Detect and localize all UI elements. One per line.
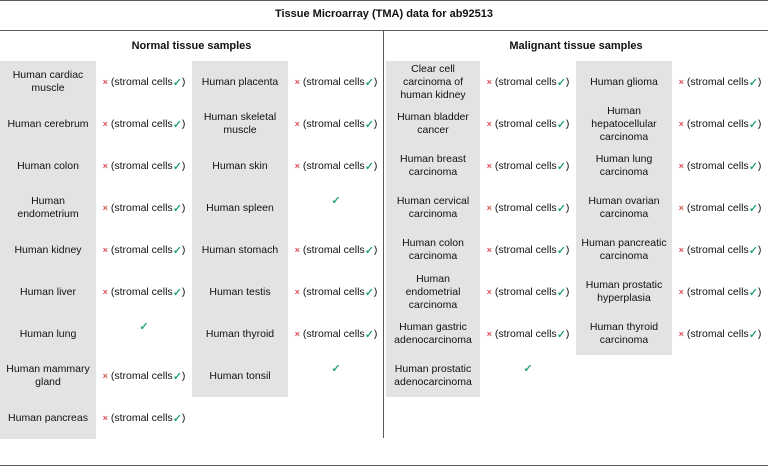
stromal-label: (stromal cells (302, 160, 365, 172)
close-paren: ) (181, 244, 186, 256)
staining-result (480, 145, 576, 187)
stromal-label: (stromal cells (686, 286, 749, 298)
staining-result (288, 179, 384, 221)
stromal-label: (stromal cells (302, 76, 365, 88)
staining-result (480, 229, 576, 271)
close-paren: ) (373, 286, 378, 298)
stromal-label: (stromal cells (494, 76, 557, 88)
staining-result (288, 271, 384, 313)
cross-icon: × (486, 245, 492, 255)
tissue-name: Human prostatic hyperplasia (585, 279, 663, 304)
tissue-name: Human bladder cancer (397, 111, 469, 136)
cross-icon: × (294, 245, 300, 255)
tissue-name: Human tonsil (209, 369, 271, 382)
staining-result (96, 229, 192, 271)
tissue-name: Human glioma (590, 75, 658, 88)
stromal-label: (stromal cells (302, 286, 365, 298)
cross-icon: × (486, 203, 492, 213)
tissue-name: Human colon (17, 159, 79, 172)
cross-icon: × (102, 77, 108, 87)
tissue-name: Human gastric adenocarcinoma (394, 321, 472, 346)
close-paren: ) (565, 118, 570, 130)
check-icon: ✓ (172, 244, 182, 257)
stromal-label: (stromal cells (494, 244, 557, 256)
staining-result (96, 397, 192, 439)
close-paren: ) (181, 286, 186, 298)
check-icon: ✓ (556, 118, 566, 131)
close-paren: ) (565, 286, 570, 298)
tissue-name: Human colon carcinoma (402, 237, 464, 262)
tissue-name: Human cervical carcinoma (396, 195, 470, 220)
bottom-rule (0, 465, 768, 466)
stromal-label: (stromal cells (110, 76, 173, 88)
page-title: Tissue Microarray (TMA) data for ab92513 (274, 8, 494, 20)
header-rule (0, 30, 768, 31)
stromal-label: (stromal cells (494, 202, 557, 214)
tissue-name: Human endometrial carcinoma (405, 272, 461, 311)
staining-result (480, 271, 576, 313)
close-paren: ) (565, 328, 570, 340)
tissue-name: Human stomach (201, 243, 279, 256)
stromal-label: (stromal cells (110, 412, 173, 424)
close-paren: ) (373, 118, 378, 130)
staining-result (96, 187, 192, 229)
stromal-label: (stromal cells (686, 160, 749, 172)
close-paren: ) (757, 118, 762, 130)
staining-result (96, 145, 192, 187)
staining-result (96, 305, 192, 347)
stromal-label: (stromal cells (302, 118, 365, 130)
close-paren: ) (565, 244, 570, 256)
tissue-name: Human pancreas (8, 411, 88, 424)
check-icon: ✓ (523, 362, 533, 375)
check-icon: ✓ (556, 76, 566, 89)
close-paren: ) (373, 160, 378, 172)
staining-result (96, 103, 192, 145)
close-paren: ) (757, 244, 762, 256)
stromal-label: (stromal cells (686, 202, 749, 214)
cross-icon: × (102, 371, 108, 381)
staining-result (672, 145, 768, 187)
cross-icon: × (678, 287, 684, 297)
stromal-label: (stromal cells (686, 244, 749, 256)
check-icon: ✓ (748, 286, 758, 299)
close-paren: ) (181, 160, 186, 172)
staining-result (288, 229, 384, 271)
close-paren: ) (565, 202, 570, 214)
tissue-name: Human prostatic adenocarcinoma (394, 363, 472, 388)
check-icon: ✓ (364, 160, 374, 173)
stromal-label: (stromal cells (110, 370, 173, 382)
tissue-name: Human cerebrum (7, 117, 89, 130)
close-paren: ) (757, 160, 762, 172)
tissue-name: Clear cell carcinoma of human kidney (400, 62, 466, 101)
check-icon: ✓ (556, 244, 566, 257)
check-icon: ✓ (364, 76, 374, 89)
tissue-name: Human mammary gland (6, 363, 90, 388)
cross-icon: × (294, 161, 300, 171)
check-icon: ✓ (139, 320, 149, 333)
tissue-name: Human spleen (206, 201, 274, 214)
cross-icon: × (102, 203, 108, 213)
stromal-label: (stromal cells (494, 118, 557, 130)
staining-result (672, 229, 768, 271)
staining-result (480, 103, 576, 145)
cross-icon: × (486, 161, 492, 171)
check-icon: ✓ (364, 244, 374, 257)
close-paren: ) (373, 244, 378, 256)
normal-section-title: Normal tissue samples (131, 40, 252, 52)
staining-result (288, 61, 384, 103)
check-icon: ✓ (748, 328, 758, 341)
tissue-name: Human liver (19, 285, 77, 298)
stromal-label: (stromal cells (494, 160, 557, 172)
check-icon: ✓ (556, 160, 566, 173)
tissue-name: Human hepatocellular carcinoma (591, 104, 657, 143)
close-paren: ) (181, 412, 186, 424)
tissue-name: Human ovarian carcinoma (588, 195, 660, 220)
tissue-name: Human thyroid carcinoma (589, 321, 659, 346)
cross-icon: × (294, 287, 300, 297)
stromal-label: (stromal cells (110, 160, 173, 172)
staining-result (288, 347, 384, 389)
cross-icon: × (678, 161, 684, 171)
tissue-name: Human placenta (201, 75, 279, 88)
staining-result (672, 187, 768, 229)
staining-result (288, 103, 384, 145)
staining-result (672, 61, 768, 103)
close-paren: ) (565, 160, 570, 172)
staining-result (672, 271, 768, 313)
check-icon: ✓ (748, 244, 758, 257)
tissue-name: Human pancreatic carcinoma (581, 237, 667, 262)
check-icon: ✓ (748, 202, 758, 215)
staining-result (480, 187, 576, 229)
cross-icon: × (102, 161, 108, 171)
close-paren: ) (757, 286, 762, 298)
tissue-name: Human lung carcinoma (595, 153, 653, 178)
check-icon: ✓ (172, 412, 182, 425)
stromal-label: (stromal cells (302, 328, 365, 340)
check-icon: ✓ (172, 76, 182, 89)
cross-icon: × (678, 77, 684, 87)
tissue-name: Human breast carcinoma (400, 153, 466, 178)
check-icon: ✓ (556, 202, 566, 215)
cross-icon: × (678, 203, 684, 213)
stromal-label: (stromal cells (110, 118, 173, 130)
close-paren: ) (373, 328, 378, 340)
tissue-name: Human skin (212, 159, 268, 172)
close-paren: ) (757, 328, 762, 340)
close-paren: ) (181, 202, 186, 214)
check-icon: ✓ (556, 328, 566, 341)
cross-icon: × (294, 119, 300, 129)
cross-icon: × (294, 329, 300, 339)
close-paren: ) (565, 76, 570, 88)
check-icon: ✓ (364, 328, 374, 341)
cross-icon: × (102, 245, 108, 255)
stromal-label: (stromal cells (686, 118, 749, 130)
stromal-label: (stromal cells (494, 328, 557, 340)
cross-icon: × (102, 413, 108, 423)
check-icon: ✓ (172, 118, 182, 131)
tissue-name: Human cardiac muscle (12, 69, 84, 94)
check-icon: ✓ (748, 76, 758, 89)
cross-icon: × (486, 77, 492, 87)
top-rule (0, 0, 768, 1)
check-icon: ✓ (331, 362, 341, 375)
close-paren: ) (181, 370, 186, 382)
cross-icon: × (678, 245, 684, 255)
cross-icon: × (678, 119, 684, 129)
check-icon: ✓ (364, 286, 374, 299)
check-icon: ✓ (748, 160, 758, 173)
staining-result (96, 355, 192, 397)
close-paren: ) (181, 118, 186, 130)
tissue-name: Human testis (209, 285, 271, 298)
cross-icon: × (678, 329, 684, 339)
check-icon: ✓ (364, 118, 374, 131)
cross-icon: × (486, 329, 492, 339)
tissue-name: Human kidney (14, 243, 82, 256)
check-icon: ✓ (172, 370, 182, 383)
check-icon: ✓ (172, 160, 182, 173)
close-paren: ) (373, 76, 378, 88)
tissue-name: Human lung (19, 327, 77, 340)
malignant-section-title: Malignant tissue samples (509, 40, 643, 52)
stromal-label: (stromal cells (686, 76, 749, 88)
stromal-label: (stromal cells (302, 244, 365, 256)
tissue-name: Human skeletal muscle (203, 111, 277, 136)
cross-icon: × (294, 77, 300, 87)
stromal-label: (stromal cells (494, 286, 557, 298)
staining-result (480, 347, 576, 389)
stromal-label: (stromal cells (686, 328, 749, 340)
cross-icon: × (102, 119, 108, 129)
check-icon: ✓ (172, 202, 182, 215)
cross-icon: × (102, 287, 108, 297)
check-icon: ✓ (172, 286, 182, 299)
tissue-name: Human endometrium (17, 195, 79, 220)
close-paren: ) (181, 76, 186, 88)
staining-result (672, 103, 768, 145)
check-icon: ✓ (331, 194, 341, 207)
check-icon: ✓ (748, 118, 758, 131)
close-paren: ) (757, 76, 762, 88)
staining-result (480, 61, 576, 103)
cross-icon: × (486, 119, 492, 129)
check-icon: ✓ (556, 286, 566, 299)
stromal-label: (stromal cells (110, 286, 173, 298)
cross-icon: × (486, 287, 492, 297)
tissue-name: Human thyroid (205, 327, 275, 340)
close-paren: ) (757, 202, 762, 214)
stromal-label: (stromal cells (110, 244, 173, 256)
staining-result (672, 313, 768, 355)
staining-result (96, 61, 192, 103)
stromal-label: (stromal cells (110, 202, 173, 214)
